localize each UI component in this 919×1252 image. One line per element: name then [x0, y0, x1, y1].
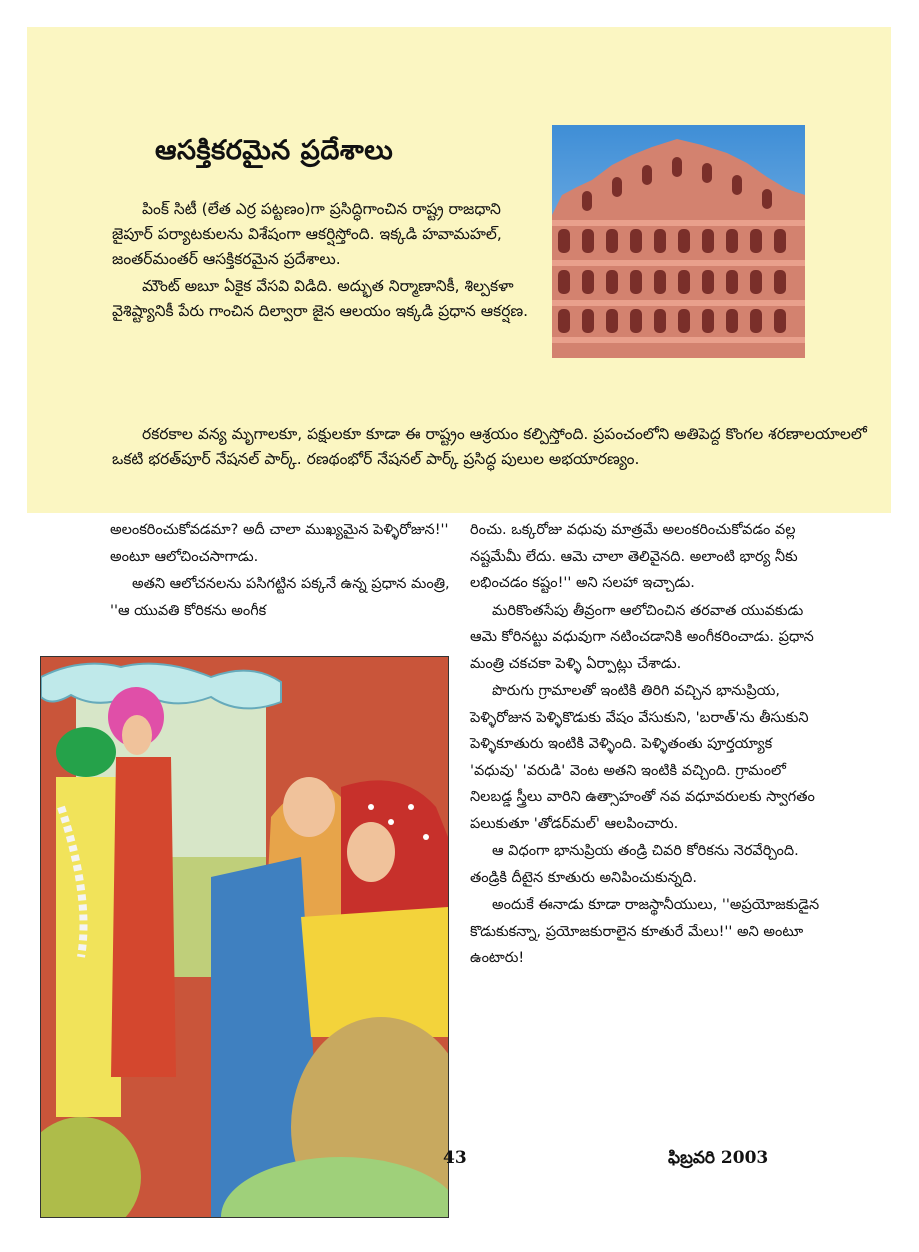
info-box-text-top	[112, 197, 540, 326]
info-box-title: ఆసక్తికరమైన ప్రదేశాలు	[155, 135, 394, 166]
story-paragraph: అందుకే ఈనాడు కూడా రాజస్థానీయులు, ''అప్రయోజకుడైన కొడుకుకన్నా, ప్రయోజకురాలైన కూతురే మేలు!'' అని అంటూ ఉంటారు!	[470, 897, 820, 966]
info-paragraph-3: రకరకాల వన్య మృగాలకూ, పక్షులకూ కూడా ఈ రాష్ట్రం ఆశ్రయం కల్పిస్తోంది. ప్రపంచంలోని అతిపెద్ద కొంగల శరణాలయాలలో ఒకటి భరత్‌పూర్ నేషనల్ పార్క్. రణథంభోర్ నేషనల్ పార్క్ ప్రసిద్ధ పులుల అభయారణ్యం.	[112, 425, 867, 468]
story-paragraph: అలంకరించుకోవడమా? అదీ చాలా ముఖ్యమైన పెళ్ళిరోజున!'' అంటూ ఆలోచించసాగాడు.	[110, 522, 449, 565]
story-paragraph: మరికొంతసేపు తీవ్రంగా ఆలోచించిన తరవాత యువకుడు ఆమె కోరినట్టు వధువుగా నటించడానికి అంగీకరించాడు. ప్రధాన మంత్రి చకచకా పెళ్ళి ఏర్పాట్లు చేశాడు.	[470, 602, 814, 672]
story-column-left	[110, 517, 455, 625]
story-paragraph: పొరుగు గ్రామాలతో ఇంటికి తిరిగి వచ్చిన భానుప్రియ, పెళ్ళిరోజున పెళ్ళికొడుకు వేషం వేసుకుని, 'బరాత్'ను తీసుకుని పెళ్ళికూతురు ఇంటికి వెళ్ళింది. పెళ్ళితంతు పూర్తయ్యాక 'వధువు' 'వరుడి' వెంట అతని ఇంటికి వచ్చింది. గ్రామంలో నిలబడ్డ స్త్రీలు వారిని ఉత్సాహంతో నవ వధూవరులకు స్వాగతం పలుకుతూ 'తోడర్‌మల్' ఆలపించారు.	[470, 683, 815, 832]
info-paragraph-1: పింక్ సిటీ (లేత ఎర్ర పట్టణం)గా ప్రసిద్ధిగాంచిన రాష్ట్ర రాజధాని జైపూర్ పర్యాటకులను విశేషంగా ఆకర్షిస్తోంది. ఇక్కడి హవామహల్, జంతర్‌మంతర్ ఆసక్తికరమైన ప్రదేశాలు.	[112, 200, 502, 268]
info-box-text-bottom	[112, 422, 872, 474]
story-illustration	[40, 656, 449, 1218]
info-paragraph-2: మౌంట్ అబూ ఏకైక వేసవి విడిది. అద్భుత నిర్మాణానికీ, శిల్పకళా వైశిష్ట్యానికీ పేరు గాంచిన దిల్వారా జైన ఆలయం ఇక్కడి ప్రధాన ఆకర్షణ.	[112, 277, 529, 320]
story-paragraph: రించు. ఒక్కరోజు వధువు మాత్రమే అలంకరించుకోవడం వల్ల నష్టమేమీ లేదు. ఆమె చాలా తెలివైనది. అలాంటి భార్య నీకు లభించడం కష్టం!'' అని సలహా ఇచ్చాడు.	[470, 522, 798, 591]
story-paragraph: ఆ విధంగా భానుప్రియ తండ్రి చివరి కోరికను నెరవేర్చింది. తండ్రికి దీటైన కూతురు అనిపించుకున్నది.	[470, 843, 799, 886]
story-column-right	[470, 517, 820, 973]
hawa-mahal-photo	[552, 125, 805, 358]
page-number: 43	[443, 1148, 467, 1168]
story-paragraph: అతని ఆలోచనలను పసిగట్టిన పక్కనే ఉన్న ప్రధాన మంత్రి, ''ఆ యువతి కోరికను అంగీక	[110, 576, 450, 619]
issue-date: ఫిబ్రవరి 2003	[668, 1148, 769, 1168]
